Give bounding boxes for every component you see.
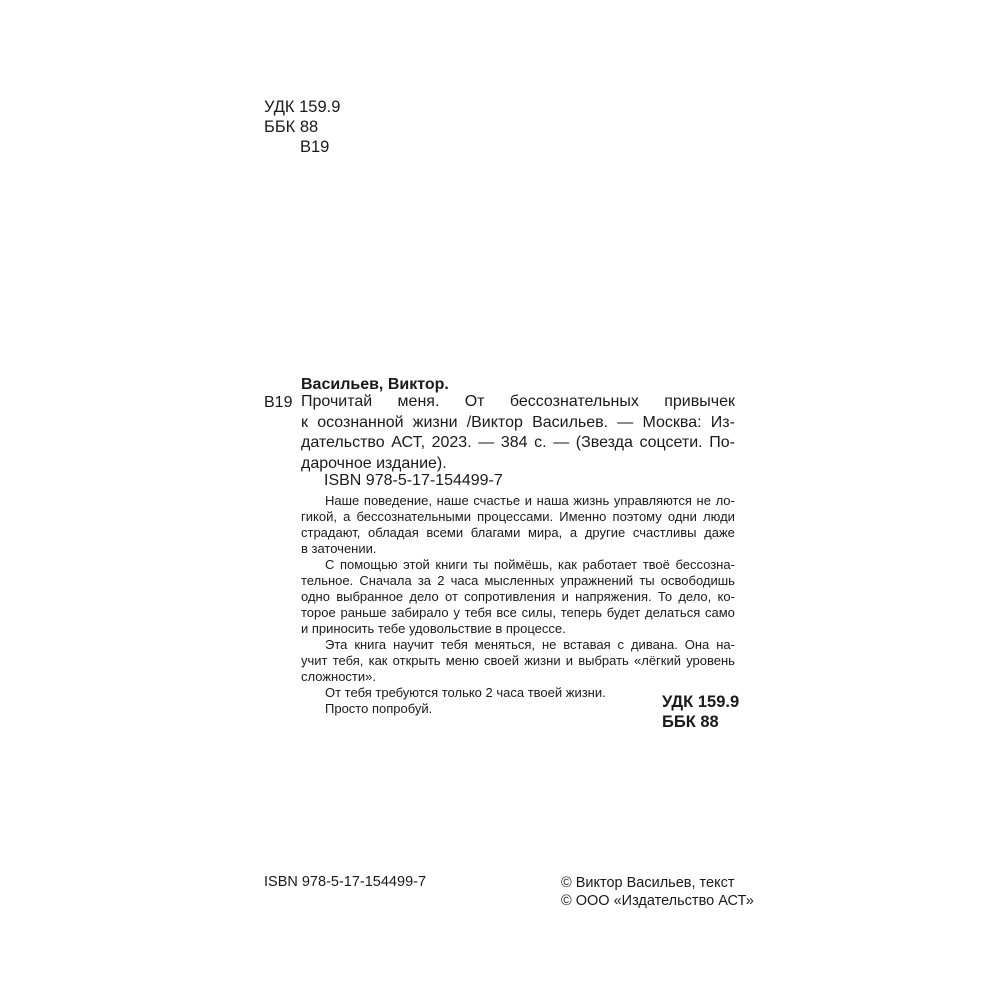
annotation-p1-line: в заточении. (301, 541, 377, 556)
udk-code-bottom: УДК 159.9 (662, 693, 740, 711)
annotation-p2-line: С помощью этой книги ты поймёшь, как работает твоё бессозна- (325, 557, 735, 572)
bbk-code-bottom: ББК 88 (662, 713, 719, 731)
copyright-block (561, 874, 754, 910)
bibliographic-description (301, 392, 735, 474)
footer-isbn: ISBN 978-5-17-154499-7 (264, 874, 427, 890)
annotation-p5: Просто попробуй. (325, 701, 433, 716)
annotation-p2-line: и приносить тебе удовольствие в процессе. (301, 621, 566, 636)
annotation-p2-line: тельное. Сначала за 2 часа мысленных упражнений ты освободишь (301, 573, 735, 588)
annotation-p1-line: гикой, а бессознательными процессами. Именно поэтому одни люди (301, 509, 735, 524)
annotation-p1-line: страдают, обладая всеми благами мира, а другие счастливы даже (301, 525, 735, 540)
annotation-p2-line: торое раньше забирало у тебя все силы, теперь будет делаться само (301, 605, 735, 620)
bib-line: Прочитай меня. От бессознательных привычек (301, 393, 735, 410)
udk-code: УДК 159.9 (264, 98, 341, 116)
bibliographic-mark: В19 (264, 394, 293, 411)
author-heading: Васильев, Виктор. (301, 376, 449, 393)
classification-codes (264, 97, 340, 157)
author-mark: В19 (300, 138, 330, 156)
classification-codes-bottom (662, 692, 739, 732)
bib-line: дарочное издание). (301, 454, 447, 472)
annotation-p2-line: одно выбранное дело от сопротивления и напряжения. То дело, ко- (301, 589, 735, 604)
annotation-p3-line: учит тебя, как открыть меню своей жизни и выбрать «лёгкий уровень (301, 653, 735, 668)
copyright-publisher: © ООО «Издательство АСТ» (561, 893, 754, 909)
copyright-author: © Виктор Васильев, текст (561, 875, 735, 891)
annotation (301, 493, 735, 717)
bib-line: к осознанной жизни /Виктор Васильев. — Москва: Из- (301, 413, 735, 431)
annotation-p3-line: Эта книга научит тебя меняться, не вставая с дивана. Она на- (325, 637, 735, 652)
bib-line: дательство АСТ, 2023. — 384 с. — (Звезда соцсети. По- (301, 434, 735, 451)
annotation-p3-line: сложности». (301, 669, 376, 684)
annotation-p4: От тебя требуются только 2 часа твоей жизни. (325, 685, 606, 700)
isbn: ISBN 978-5-17-154499-7 (324, 472, 503, 489)
bbk-code: ББК 88 (264, 118, 319, 136)
annotation-p1-line: Наше поведение, наше счастье и наша жизнь управляются не ло- (325, 493, 735, 508)
